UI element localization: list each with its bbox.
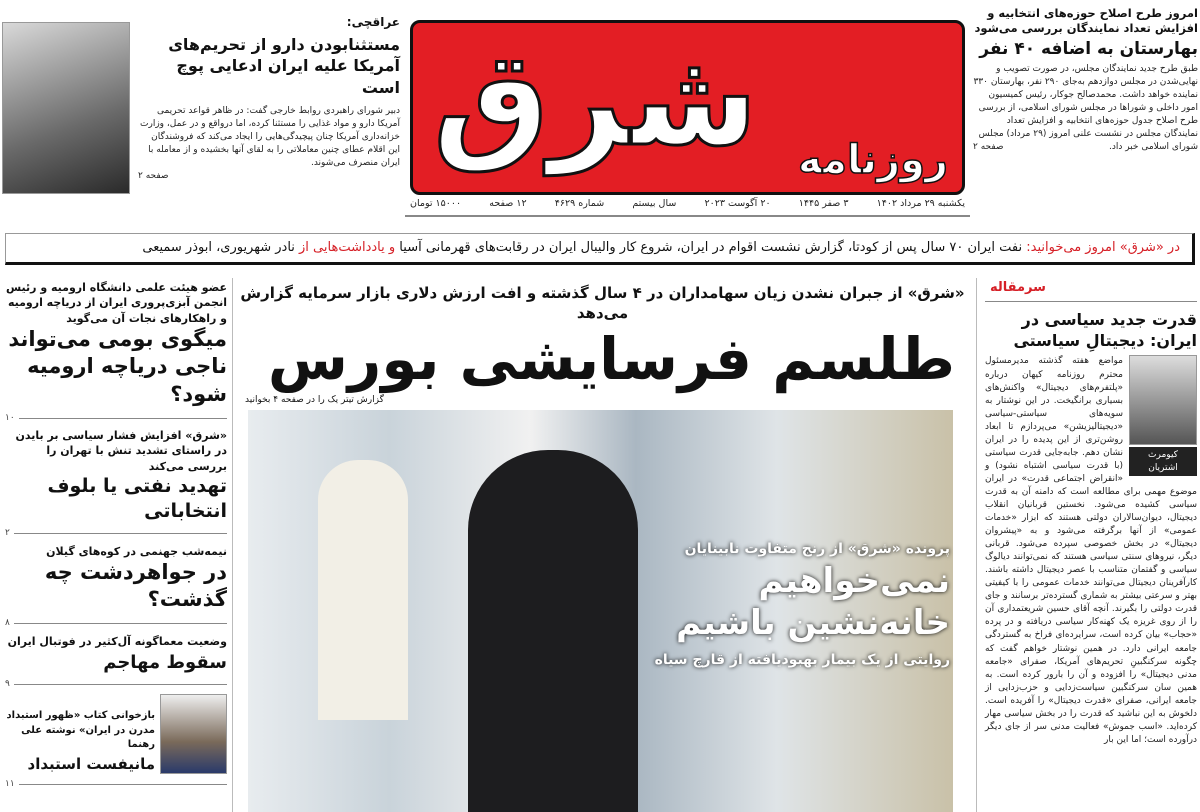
- divider: [14, 623, 227, 624]
- divider: [14, 533, 227, 534]
- date-gregorian: ۲۰ آگوست ۲۰۲۳: [704, 198, 771, 209]
- dateline: [410, 198, 965, 209]
- ticker-and: و یادداشت‌هایی از: [299, 240, 396, 255]
- photo-story-sub: روایتی از یک بیمار بهبودیافته از قارچ سیاه: [654, 651, 950, 668]
- rahnema-photo: [160, 694, 227, 774]
- logo-sub: روزنامه: [798, 137, 948, 183]
- author-photo: [1129, 355, 1197, 445]
- story-kicker: «شرق» افزایش فشار سیاسی بر بایدن در راستای تشدید تنش با تهران را بررسی می‌کند: [15, 429, 227, 473]
- price: ۱۵۰۰۰ تومان: [410, 198, 462, 209]
- page-ref: صفحه ۲: [973, 142, 1004, 153]
- story-title: میگوی بومی می‌تواند ناجی دریاچه ارومیه شود؟: [8, 327, 227, 406]
- photo-figure: [318, 460, 408, 720]
- newspaper-logo: [410, 20, 965, 195]
- page-number: ۸: [5, 618, 10, 629]
- left-story-2[interactable]: [5, 428, 227, 524]
- divider: [405, 215, 970, 217]
- left-story-1[interactable]: [5, 280, 227, 408]
- story-kicker: عراقچی:: [346, 15, 400, 29]
- photo-story-kicker: پرونده «شرق» از رنج متفاوت نابینایان: [684, 541, 950, 557]
- editorial-title: قدرت جدید سیاسی در ایران: دیجیتالِ سیاستی: [1013, 309, 1197, 350]
- editorial[interactable]: [985, 280, 1197, 747]
- date-hijri: ۳ صفر ۱۴۴۵: [798, 198, 849, 209]
- left-story-5[interactable]: [5, 694, 227, 774]
- araghchi-photo: [2, 22, 130, 194]
- photo-story-title: خانه‌نشین باشیم: [676, 603, 950, 644]
- story-title: سقوط مهاجم: [103, 651, 227, 673]
- left-column: [5, 280, 227, 789]
- volume: سال بیستم: [632, 198, 677, 209]
- photo-story[interactable]: [560, 540, 950, 670]
- story-title: تهدید نفتی یا بلوف انتخاباتی: [47, 475, 227, 522]
- editorial-body: مواضع هفته گذشته مدیرمسئول محترم روزنامه کیهان درباره «پلتفرم‌های دیجیتال» واکنش‌های بسیاری برانگیخت. در این نوشتار به سویه‌های سیاستی-سیاسی «دیجیتالیزیشن» می‌پردازم تا ابعاد روشن‌تری از این پدیده را در ایران نشان دهم. جابه‌جایی قدرت سیاستی (با قدرت سیاسی اشتباه نشود) و «انقراض اجتماعی قدرت» در ایران موضوع مهمی برای مطالعه است که دامنه آن به قدرت سیاسی کشیده می‌شود. نخستین قربانیان انقلاب دیجیتال، دیوان‌سالاران دولتی هستند که ابزار «خدمات عمومی» از آنها برگرفته می‌شود و به «پیشروان دیجیتال» در بخش خصوصی سپرده می‌شود. قربانی دیگر، نیروهای سنتی سیاسی هستند که نمی‌توانند دیالوگ سیاسی و گفتمان متناسب با عصر دیجیتال داشته باشند. کارآفرینان دیجیتال می‌توانند خدمات عمومی را با کیفیتی بهتر و سرعتی بیشتر به شماری گسترده‌تر برسانند و جای قدرت دولتی را بگیرند. آنچه آقای حسین شریعتمداری آن را از روی غریزه یک کهنه‌کار سیاسی دریافته و در پرده «حجاب» بیان کرده است، سرایرده‌ای فراخ به گستردگی جامعه ایرانی دارد. در همین نوشتار خواهم گفت که چگونه سرکنگبینِ تحریم‌های آمریکا، صفرای «جامعه مدنی دیجیتال» را افزوده و آن را بارور کرده است. به همین سان سرکنگبین سیاست‌زدایی و حزب‌زدایی از جامعه ایرانی، صفرای «قدرت دیجیتال» را آفریده است. دلخوش به این نباشید که قدرت را در بخش سیاسی مهار کرده‌اید. «اسب جموش» فعالیت مدنی سر از جای دیگر درآورده است؛ اما این بار: [985, 356, 1197, 745]
- top-left-story[interactable]: [138, 14, 400, 183]
- logo-text: شرق: [433, 23, 758, 175]
- story-title: در جواهردشت چه گذشت؟: [44, 560, 227, 612]
- page-number: ۹: [5, 678, 10, 689]
- author-name: کیومرث اشتریان: [1129, 447, 1197, 475]
- left-story-3[interactable]: [5, 544, 227, 614]
- lead-kicker: «شرق» از جبران نشدن زیان سهامداران در ۴ سال گذشته و افت ارزش دلاری بازار سرمایه گزارش می‌دهد: [240, 284, 965, 322]
- date-persian: یکشنبه ۲۹ مرداد ۱۴۰۲: [876, 198, 965, 209]
- today-ticker[interactable]: [5, 233, 1195, 265]
- ticker-label: در «شرق» امروز می‌خوانید:: [1026, 240, 1180, 255]
- story-kicker: نیمه‌شب جهنمی در کوه‌های گیلان: [46, 544, 227, 558]
- divider: [19, 418, 227, 419]
- top-right-story[interactable]: [973, 6, 1198, 154]
- lead-headline[interactable]: طلسم فرسایشی بورس: [267, 325, 955, 393]
- page-number: ۱۰: [5, 412, 15, 423]
- lead-caption: گزارش تیتر یک را در صفحه ۴ بخوانید: [245, 395, 384, 405]
- divider: [14, 684, 227, 685]
- story-body: دبیر شورای راهبردی روابط خارجی گفت: در ظاهر قواعد تحریمی آمریکا دارو و مواد غذایی را مستثنا کرده، اما درواقع و در عمل، وزارت خزانه‌داری آمریکا چنان پیچیدگی‌هایی را ایجاد می‌کند که فروشندگان این اقلام عطای چنین معاملاتی را به لقای آنها بخشیده و از معامله با ایران منصرف می‌شوند.: [140, 105, 400, 168]
- page-count: ۱۲ صفحه: [489, 198, 527, 209]
- ticker-text: نفت ایران ۷۰ سال پس از کودتا، گزارش نشست اقوام در ایران، شروع کار والیبال ایران در رقابت‌های قهرمانی آسیا: [395, 240, 1027, 255]
- page-number: ۱۱: [5, 778, 15, 789]
- left-story-4[interactable]: [5, 634, 227, 675]
- story-body: طبق طرح جدید نمایندگان مجلس، در صورت تصویب و نهایی‌شدن در مجلس دوازدهم به‌جای ۲۹۰ نفر، بهارستان ۳۳۰ نماینده خواهد داشت. محمدصالح جوکار، رئیس کمیسیون امور داخلی و شوراها در مجلس شورای اسلامی، از بررسی طرح اصلاح جدول حوزه‌های انتخابیه و افزایش تعداد نمایندگان مجلس در نشست علنی امروز (۲۹ مرداد) مجلس شورای اسلامی خبر داد.: [973, 63, 1198, 153]
- story-kicker: عضو هیئت علمی دانشگاه ارومیه و رئیس انجمن آبزی‌پروری ایران از دریاچه ارومیه و راهکارهای نجات آن می‌گوید: [6, 281, 227, 325]
- story-kicker: بازخوانی کتاب «ظهور استبداد مدرن در ایران» نوشته علی رهنما: [6, 710, 155, 751]
- story-title: بهارستان به اضافه ۴۰ نفر: [979, 38, 1198, 59]
- story-kicker: امروز طرح اصلاح حوزه‌های انتخابیه و افزایش تعداد نمایندگان بررسی می‌شود: [974, 6, 1198, 35]
- issue-number: شماره ۴۶۲۹: [554, 198, 605, 209]
- story-kicker: وضعیت معماگونه آل‌کثیر در فوتبال ایران: [7, 634, 227, 648]
- photo-story-title: نمی‌خواهیم: [758, 560, 950, 601]
- divider: [19, 784, 227, 785]
- ticker-authors: نادر شهریوری، ابوذر سمیعی: [142, 240, 300, 255]
- page-number: ۲: [5, 528, 10, 539]
- story-title: مستثنابودن دارو از تحریم‌های آمریکا علیه ایران ادعایی پوچ است: [168, 34, 400, 97]
- story-title: مانیفست استبداد: [27, 754, 155, 773]
- editorial-section: سرمقاله: [985, 280, 1197, 302]
- page-ref: صفحه ۲: [138, 170, 169, 181]
